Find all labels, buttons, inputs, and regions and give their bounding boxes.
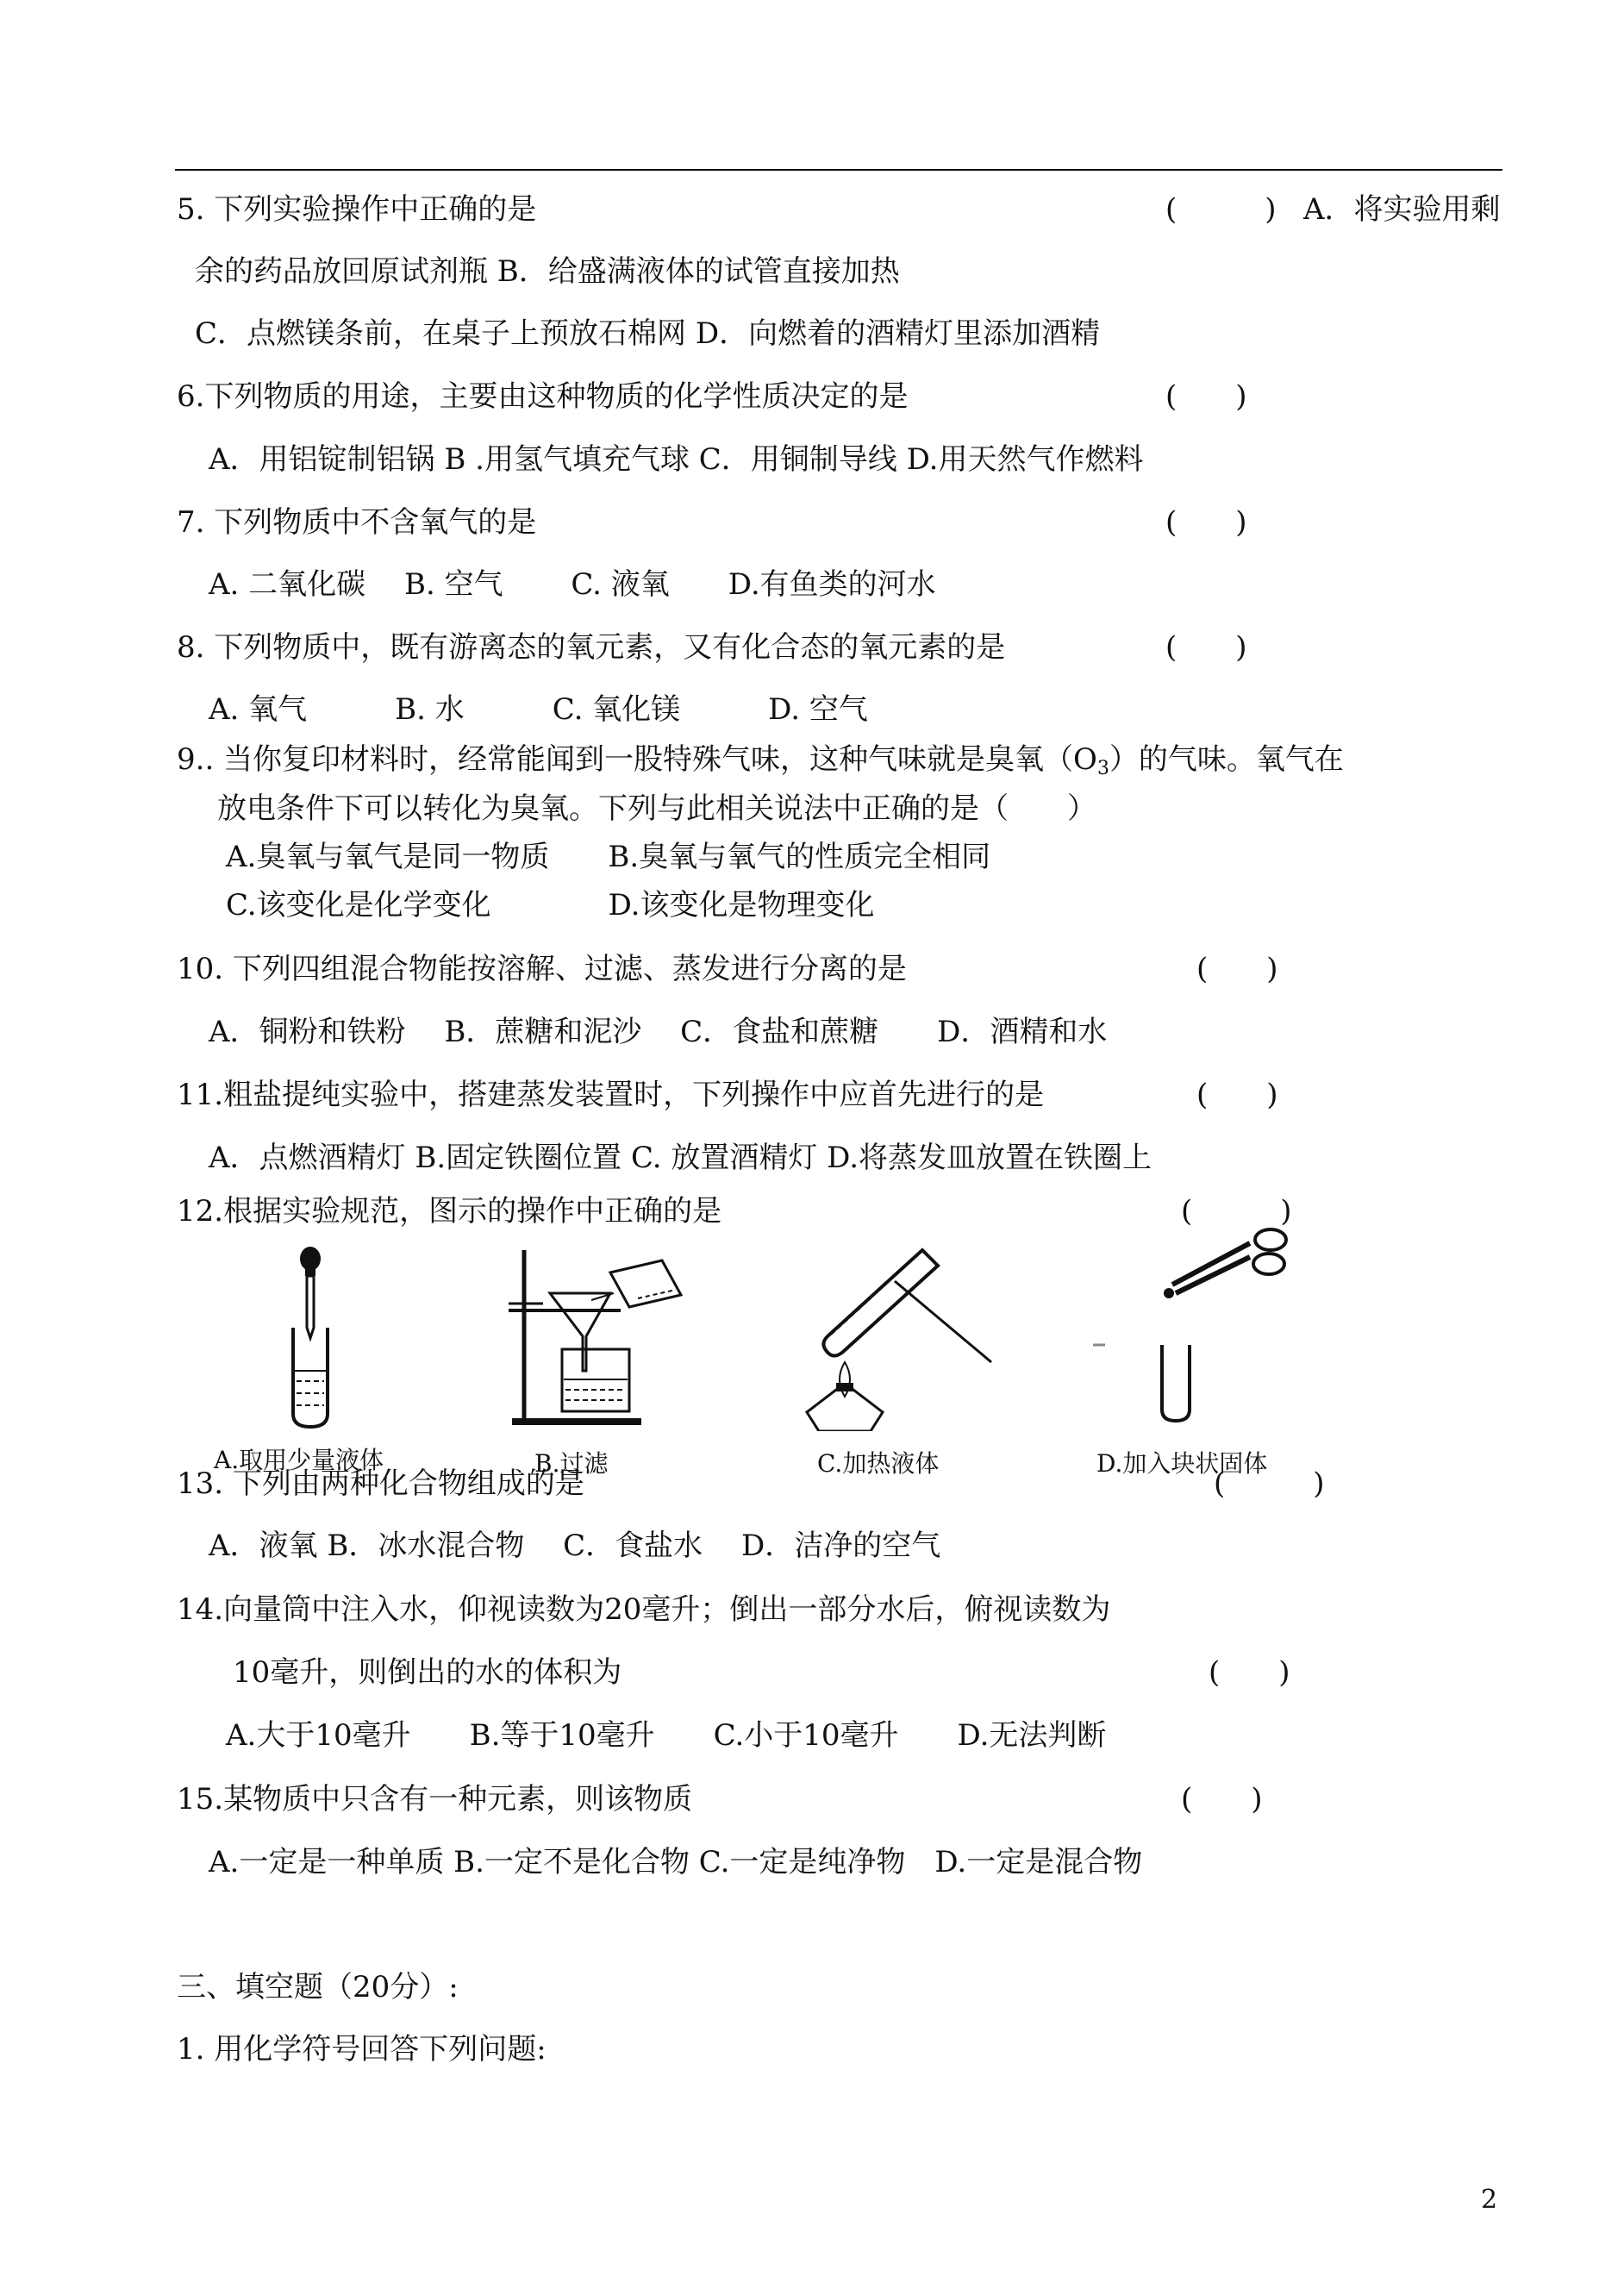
q8-stem: 8. 下列物质中，既有游离态的氧元素，又有化合态的氧元素的是 (177, 630, 1006, 665)
q14-paren: ( ) (1209, 1655, 1290, 1690)
q12-stem: 12.根据实验规范，图示的操作中正确的是 (177, 1194, 722, 1229)
q5-option-a: A．将实验用剩 (1303, 192, 1501, 227)
q10-options: A．铜粉和铁粉 B．蔗糖和泥沙 C．食盐和蔗糖 D．酒精和水 (209, 1015, 1108, 1049)
q7-paren: ( ) (1165, 505, 1247, 540)
q10-paren: ( ) (1196, 952, 1278, 986)
figure-b-caption: B.过滤 (534, 1449, 609, 1478)
figure-a-caption: A.取用少量液体 (214, 1446, 384, 1474)
q5-stem: 5. 下列实验操作中正确的是 (177, 192, 537, 227)
q5-options-line2: 余的药品放回原试剂瓶 B．给盛满液体的试管直接加热 (195, 254, 900, 289)
q5-paren: ( ) (1165, 192, 1277, 227)
q9-stem-line2: 放电条件下可以转化为臭氧。下列与此相关说法中正确的是（ ） (217, 791, 1096, 826)
q10-stem: 10. 下列四组混合物能按溶解、过滤、蒸发进行分离的是 (177, 952, 907, 986)
q14-stem-line2: 10毫升，则倒出的水的体积为 (233, 1655, 622, 1690)
figure-a-dropper (259, 1241, 362, 1431)
q15-paren: ( ) (1181, 1782, 1263, 1817)
q9-stem-text: 9.. 当你复印材料时，经常能闻到一股特殊气味，这种气味就是臭氧（O (177, 742, 1097, 777)
q14-stem-line1: 14.向量筒中注入水，仰视读数为20毫升；倒出一部分水后，俯视读数为 (177, 1592, 1111, 1627)
q12-paren: ( ) (1181, 1194, 1292, 1229)
q6-stem: 6.下列物质的用途，主要由这种物质的化学性质决定的是 (177, 379, 909, 414)
q9-stem-text2: ）的气味。氧气在 (1109, 742, 1344, 777)
figure-d-caption: D.加入块状固体 (1096, 1449, 1268, 1478)
q7-stem: 7. 下列物质中不含氧气的是 (177, 505, 537, 540)
q14-options: A.大于10毫升 B.等于10毫升 C.小于10毫升 D.无法判断 (226, 1718, 1107, 1753)
q9-stem-line1 (177, 742, 1344, 779)
q5-options-line3: C．点燃镁条前，在桌子上预放石棉网 D．向燃着的酒精灯里添加酒精 (195, 316, 1101, 351)
q8-paren: ( ) (1165, 630, 1247, 665)
q11-options: A．点燃酒精灯 B.固定铁圈位置 C. 放置酒精灯 D.将蒸发皿放置在铁圈上 (209, 1141, 1152, 1175)
figure-d-tongs (1086, 1224, 1302, 1423)
q6-options: A．用铝锭制铝锅 B .用氢气填充气球 C．用铜制导线 D.用天然气作燃料 (209, 442, 1144, 477)
figure-b-filtration (509, 1241, 715, 1431)
fill-q1: 1. 用化学符号回答下列问题: (177, 2032, 547, 2067)
q9-options-cd: C.该变化是化学变化 D.该变化是物理变化 (226, 888, 875, 922)
q15-stem: 15.某物质中只含有一种元素，则该物质 (177, 1782, 693, 1817)
header-rule (175, 169, 1502, 171)
q7-options: A. 二氧化碳 B. 空气 C. 液氧 D.有鱼类的河水 (209, 567, 936, 602)
figure-c-caption: C.加热液体 (817, 1449, 940, 1478)
q11-paren: ( ) (1196, 1078, 1278, 1112)
q13-options: A．液氧 B．冰水混合物 C．食盐水 D．洁净的空气 (209, 1529, 941, 1563)
q9-options-ab: A.臭氧与氧气是同一物质 B.臭氧与氧气的性质完全相同 (226, 840, 991, 874)
q15-options: A.一定是一种单质 B.一定不是化合物 C.一定是纯净物 D.一定是混合物 (209, 1845, 1143, 1879)
figure-c-heating (793, 1233, 1017, 1431)
q9-subscript: 3 (1096, 758, 1109, 779)
page-number: 2 (1481, 2185, 1498, 2215)
q13-paren: ( ) (1214, 1466, 1325, 1501)
q6-paren: ( ) (1165, 379, 1247, 414)
q8-options: A. 氧气 B. 水 C. 氧化镁 D. 空气 (209, 692, 868, 727)
q11-stem: 11.粗盐提纯实验中，搭建蒸发装置时，下列操作中应首先进行的是 (177, 1078, 1045, 1112)
section-3-heading: 三、填空题（20分）: (177, 1970, 459, 2004)
q13-stem: 13. 下列由两种化合物组成的是 (177, 1466, 584, 1501)
